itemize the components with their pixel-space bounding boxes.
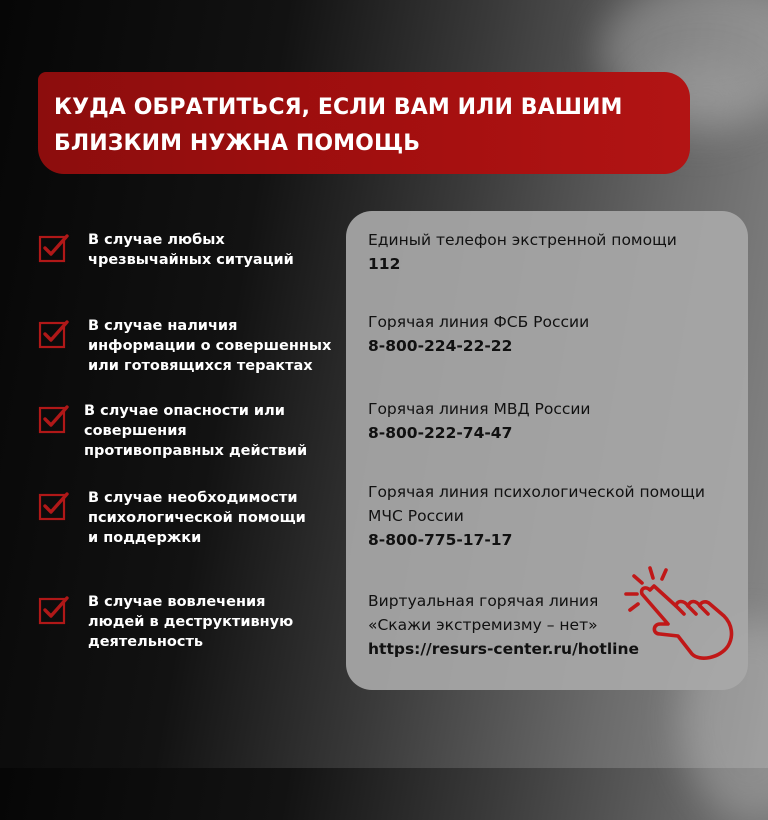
contact-label: Горячая линия МВД России: [368, 400, 591, 418]
contact-label: Горячая линия психологической помощи МЧС России: [368, 483, 705, 525]
contact-phone[interactable]: 8-800-775-17-17: [368, 531, 513, 549]
checkbox-checked-icon: [38, 594, 70, 626]
contact-phone[interactable]: 8-800-224-22-22: [368, 337, 513, 355]
contact-phone[interactable]: 112: [368, 255, 401, 273]
checkbox-checked-icon: [38, 403, 70, 435]
hotline-link[interactable]: https://resurs-center.ru/hotline: [368, 640, 640, 658]
list-item-text: В случае вовлечения людей в деструктивную деятельность: [88, 594, 294, 650]
title-banner: [38, 72, 690, 174]
contact-fsb: [368, 310, 738, 358]
checkbox-checked-icon: [38, 232, 70, 264]
contact-phone[interactable]: 8-800-222-74-47: [368, 424, 513, 442]
pointing-hand-icon: [620, 562, 738, 662]
checkbox-checked-icon: [38, 318, 70, 350]
contact-mvd: [368, 397, 738, 445]
contact-label: Горячая линия ФСБ России: [368, 313, 590, 331]
list-item-text: В случае любых чрезвычайных ситуаций: [88, 232, 294, 268]
contact-label: Виртуальная горячая линия «Скажи экстремизму – нет»: [368, 592, 599, 634]
list-item-text: В случае наличия информации о совершенных или готовящихся терактах: [88, 318, 332, 374]
checkbox-checked-icon: [38, 490, 70, 522]
page-title: КУДА ОБРАТИТЬСЯ, ЕСЛИ ВАМ ИЛИ ВАШИМ БЛИЗКИМ НУЖНА ПОМОЩЬ: [54, 95, 623, 156]
list-item-text: В случае опасности или совершения противоправных действий: [84, 403, 308, 459]
contact-label: Единый телефон экстренной помощи: [368, 231, 677, 249]
contact-emergency: [368, 228, 738, 276]
contact-mchs: [368, 480, 738, 552]
list-item-text: В случае необходимости психологической помощи и поддержки: [88, 490, 306, 546]
